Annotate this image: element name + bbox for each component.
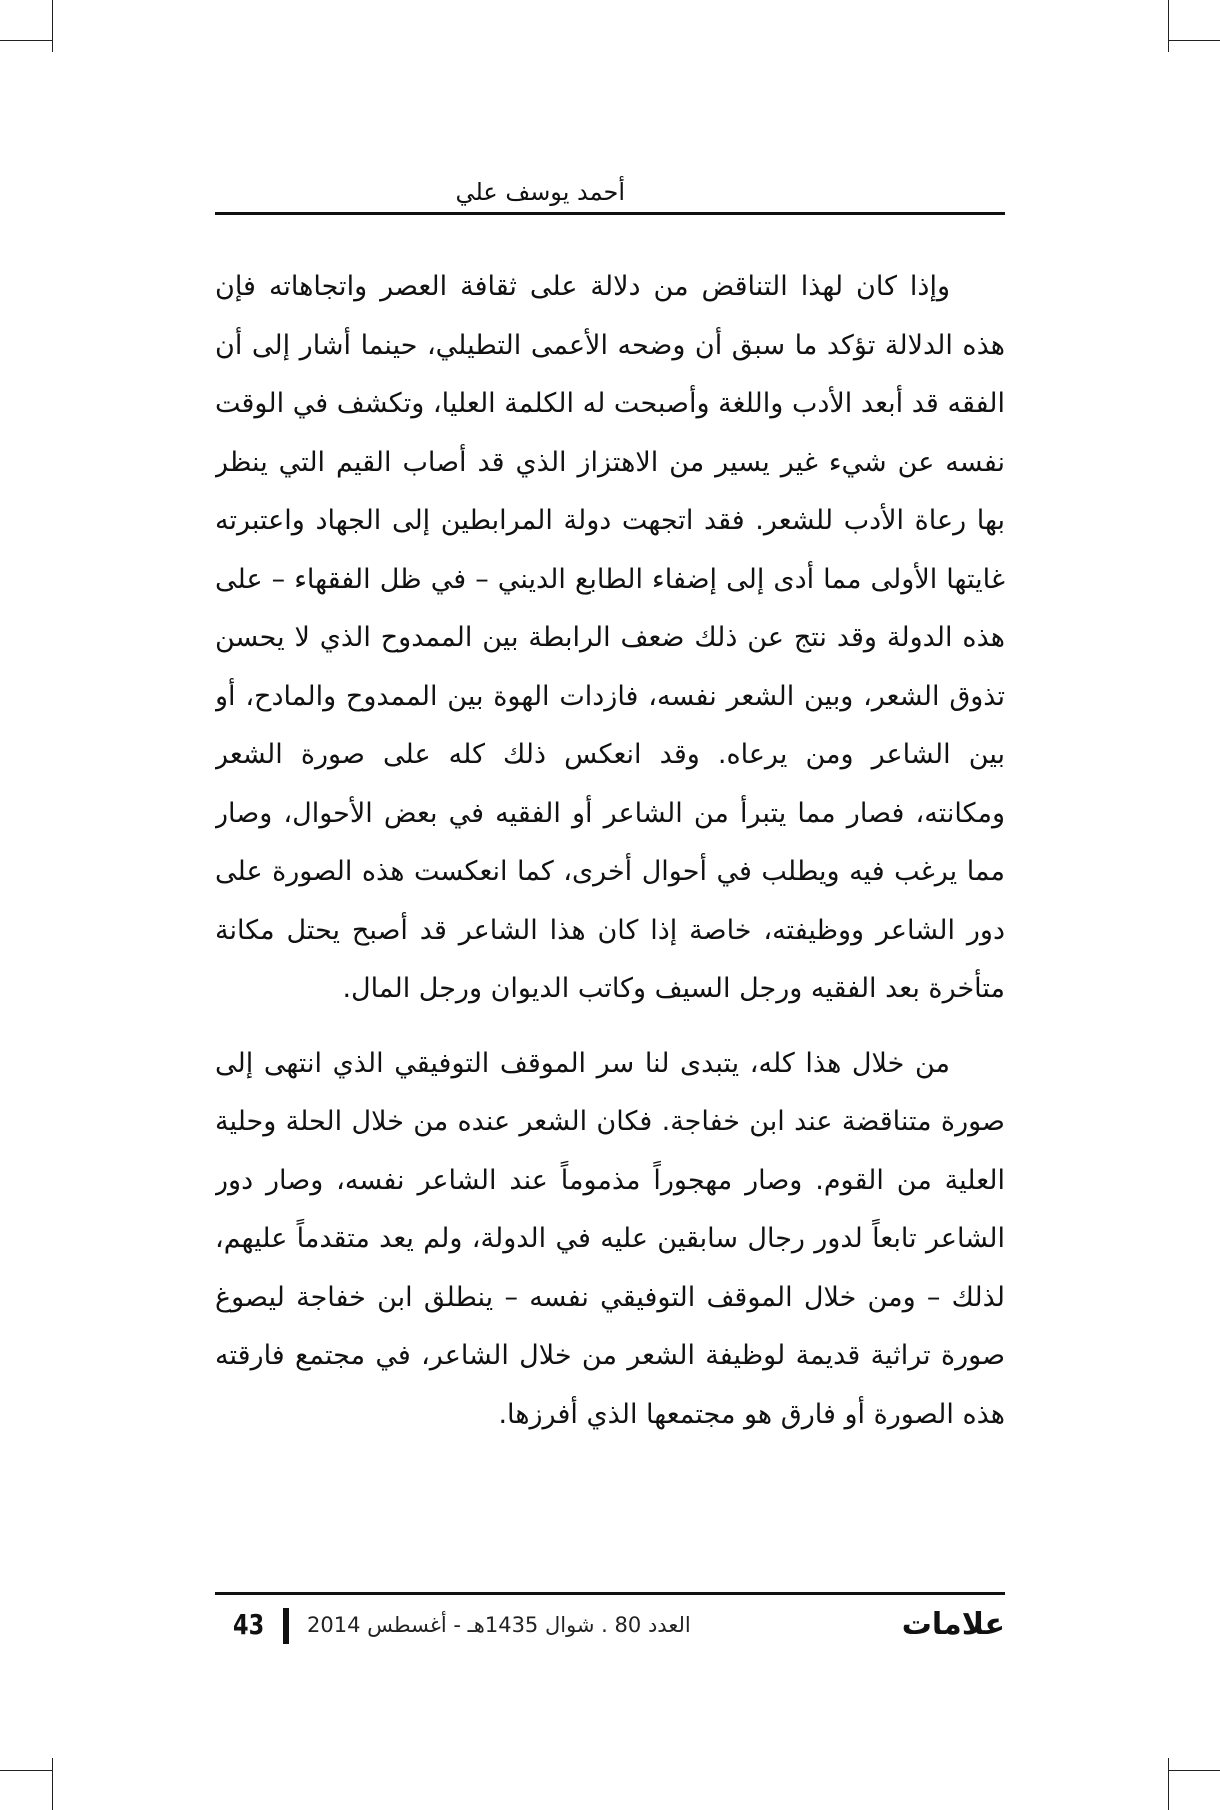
header-rule — [215, 212, 1005, 215]
crop-mark-top-left-h — [0, 40, 52, 41]
crop-mark-bottom-left-h — [0, 1770, 52, 1771]
footer-separator-bar — [283, 1608, 289, 1644]
issue-info: العدد 80 . شوال 1435هـ - أغسطس 2014 — [307, 1613, 691, 1637]
crop-mark-top-right-h — [1168, 40, 1220, 41]
paragraph-2: من خلال هذا كله، يتبدى لنا سر الموقف التوفيقي الذي انتهى إلى صورة متناقضة عند ابن خفاجة. فكان الشعر عنده من خلال الحلة وحلية العلية من القوم. وصار مهجوراً مذموماً عند الشاعر نفسه، وصار دور الشاعر تابعاً لدور رجال سابقين عليه في الدولة، ولم يعد متقدماً عليهم، لذلك – ومن خلال الموقف التوفيقي نفسه – ينطلق ابن خفاجة ليصوغ صورة تراثية قديمة لوظيفة الشعر من خلال الشاعر، في مجتمع فارقته هذه الصورة أو فارق هو مجتمعها الذي أفرزها. — [215, 1047, 1005, 1430]
crop-mark-bottom-right-h — [1168, 1770, 1220, 1771]
crop-mark-top-left-v — [52, 0, 53, 52]
crop-mark-top-right-v — [1168, 0, 1169, 52]
running-header — [215, 172, 1005, 212]
paragraph-1: وإذا كان لهذا التناقض من دلالة على ثقافة العصر واتجاهاته فإن هذه الدلالة تؤكد ما سبق أن وضحه الأعمى التطيلي، حينما أشار إلى أن الفقه قد أبعد الأدب واللغة وأصبحت له الكلمة العليا، وتكشف في الوقت نفسه عن شيء غير يسير من الاهتزاز الذي قد أصاب القيم التي ينظر بها رعاة الأدب للشعر. فقد اتجهت دولة المرابطين إلى الجهاد واعتبرته غايتها الأولى مما أدى إلى إضفاء الطابع الديني – في ظل الفقهاء – على هذه الدولة وقد نتج عن ذلك ضعف الرابطة بين الممدوح الذي لا يحسن تذوق الشعر، وبين الشعر نفسه، فازدات الهوة بين الممدوح والمادح، أو بين الشاعر ومن يرعاه. وقد انعكس ذلك كله على صورة الشعر ومكانته، فصار مما يتبرأ من الشاعر أو الفقيه في بعض الأحوال، وصار مما يرغب فيه ويطلب في أحوال أخرى، كما انعكست هذه الصورة على دور الشاعر ووظيفته، خاصة إذا كان هذا الشاعر قد أصبح يحتل مكانة متأخرة بعد الفقيه ورجل السيف وكاتب الديوان ورجل المال. — [215, 271, 1005, 1004]
author-name: أحمد يوسف علي — [455, 178, 625, 206]
page-footer — [215, 1600, 1005, 1650]
page-number: 43 — [233, 1608, 265, 1641]
crop-mark-bottom-left-v — [52, 1758, 53, 1810]
article-body — [215, 258, 1005, 1548]
journal-logo: علامات — [901, 1607, 1005, 1642]
crop-mark-bottom-right-v — [1168, 1758, 1169, 1810]
footer-rule — [215, 1592, 1005, 1595]
